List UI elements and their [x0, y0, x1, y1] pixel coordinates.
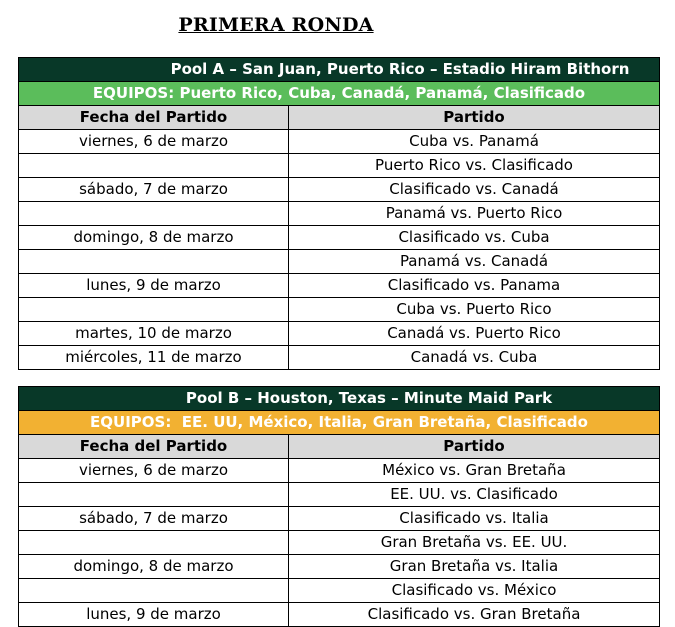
table-row — [19, 250, 660, 274]
pool-b-body — [19, 459, 660, 627]
table-row — [19, 555, 660, 579]
match-date: martes, 10 de marzo — [19, 322, 289, 346]
match-date — [19, 250, 289, 274]
table-row — [19, 154, 660, 178]
match-date: viernes, 6 de marzo — [19, 459, 289, 483]
match-date: domingo, 8 de marzo — [19, 226, 289, 250]
column-header-date: Fecha del Partido — [19, 106, 289, 130]
table-row — [19, 274, 660, 298]
match-teams: Clasificado vs. Panama — [289, 274, 660, 298]
match-teams: EE. UU. vs. Clasificado — [289, 483, 660, 507]
page-title: PRIMERA RONDA — [178, 14, 374, 36]
match-teams: Cuba vs. Puerto Rico — [289, 298, 660, 322]
match-date: lunes, 9 de marzo — [19, 274, 289, 298]
match-teams: Clasificado vs. Gran Bretaña — [289, 603, 660, 627]
match-teams: Canadá vs. Puerto Rico — [289, 322, 660, 346]
table-row — [19, 298, 660, 322]
pool-a-header-row — [19, 58, 660, 82]
pool-b-teams: EQUIPOS: EE. UU, México, Italia, Gran Bretaña, Clasificado — [19, 411, 660, 435]
pool-b-column-headers — [19, 435, 660, 459]
match-date: viernes, 6 de marzo — [19, 130, 289, 154]
table-row — [19, 322, 660, 346]
match-date — [19, 154, 289, 178]
table-row — [19, 346, 660, 370]
pool-a-teams: EQUIPOS: Puerto Rico, Cuba, Canadá, Panamá, Clasificado — [19, 82, 660, 106]
table-row — [19, 507, 660, 531]
pool-b-table — [18, 386, 660, 627]
pool-a-teams-row — [19, 82, 660, 106]
pool-a-column-headers — [19, 106, 660, 130]
match-date — [19, 298, 289, 322]
match-date: sábado, 7 de marzo — [19, 178, 289, 202]
match-teams: México vs. Gran Bretaña — [289, 459, 660, 483]
column-header-match: Partido — [289, 435, 660, 459]
table-row — [19, 531, 660, 555]
match-teams: Puerto Rico vs. Clasificado — [289, 154, 660, 178]
match-teams: Clasificado vs. México — [289, 579, 660, 603]
match-teams: Panamá vs. Puerto Rico — [289, 202, 660, 226]
match-date: sábado, 7 de marzo — [19, 507, 289, 531]
match-date: lunes, 9 de marzo — [19, 603, 289, 627]
match-teams: Clasificado vs. Cuba — [289, 226, 660, 250]
table-row — [19, 202, 660, 226]
match-teams: Clasificado vs. Canadá — [289, 178, 660, 202]
pool-a-table — [18, 57, 660, 370]
column-header-date: Fecha del Partido — [19, 435, 289, 459]
column-header-match: Partido — [289, 106, 660, 130]
table-row — [19, 130, 660, 154]
pool-b-header-row — [19, 387, 660, 411]
table-row — [19, 459, 660, 483]
table-row — [19, 226, 660, 250]
table-row — [19, 579, 660, 603]
pool-b-header: Pool B – Houston, Texas – Minute Maid Park — [19, 387, 660, 411]
match-teams: Panamá vs. Canadá — [289, 250, 660, 274]
table-row — [19, 603, 660, 627]
match-date — [19, 579, 289, 603]
match-date — [19, 202, 289, 226]
match-date — [19, 531, 289, 555]
pool-b-teams-row — [19, 411, 660, 435]
pool-a-header: Pool A – San Juan, Puerto Rico – Estadio Hiram Bithorn — [19, 58, 660, 82]
pool-a-body — [19, 130, 660, 370]
match-teams: Clasificado vs. Italia — [289, 507, 660, 531]
match-teams: Cuba vs. Panamá — [289, 130, 660, 154]
match-date — [19, 483, 289, 507]
table-row — [19, 483, 660, 507]
match-date: miércoles, 11 de marzo — [19, 346, 289, 370]
table-row — [19, 178, 660, 202]
match-teams: Gran Bretaña vs. Italia — [289, 555, 660, 579]
match-teams: Gran Bretaña vs. EE. UU. — [289, 531, 660, 555]
match-date: domingo, 8 de marzo — [19, 555, 289, 579]
match-teams: Canadá vs. Cuba — [289, 346, 660, 370]
